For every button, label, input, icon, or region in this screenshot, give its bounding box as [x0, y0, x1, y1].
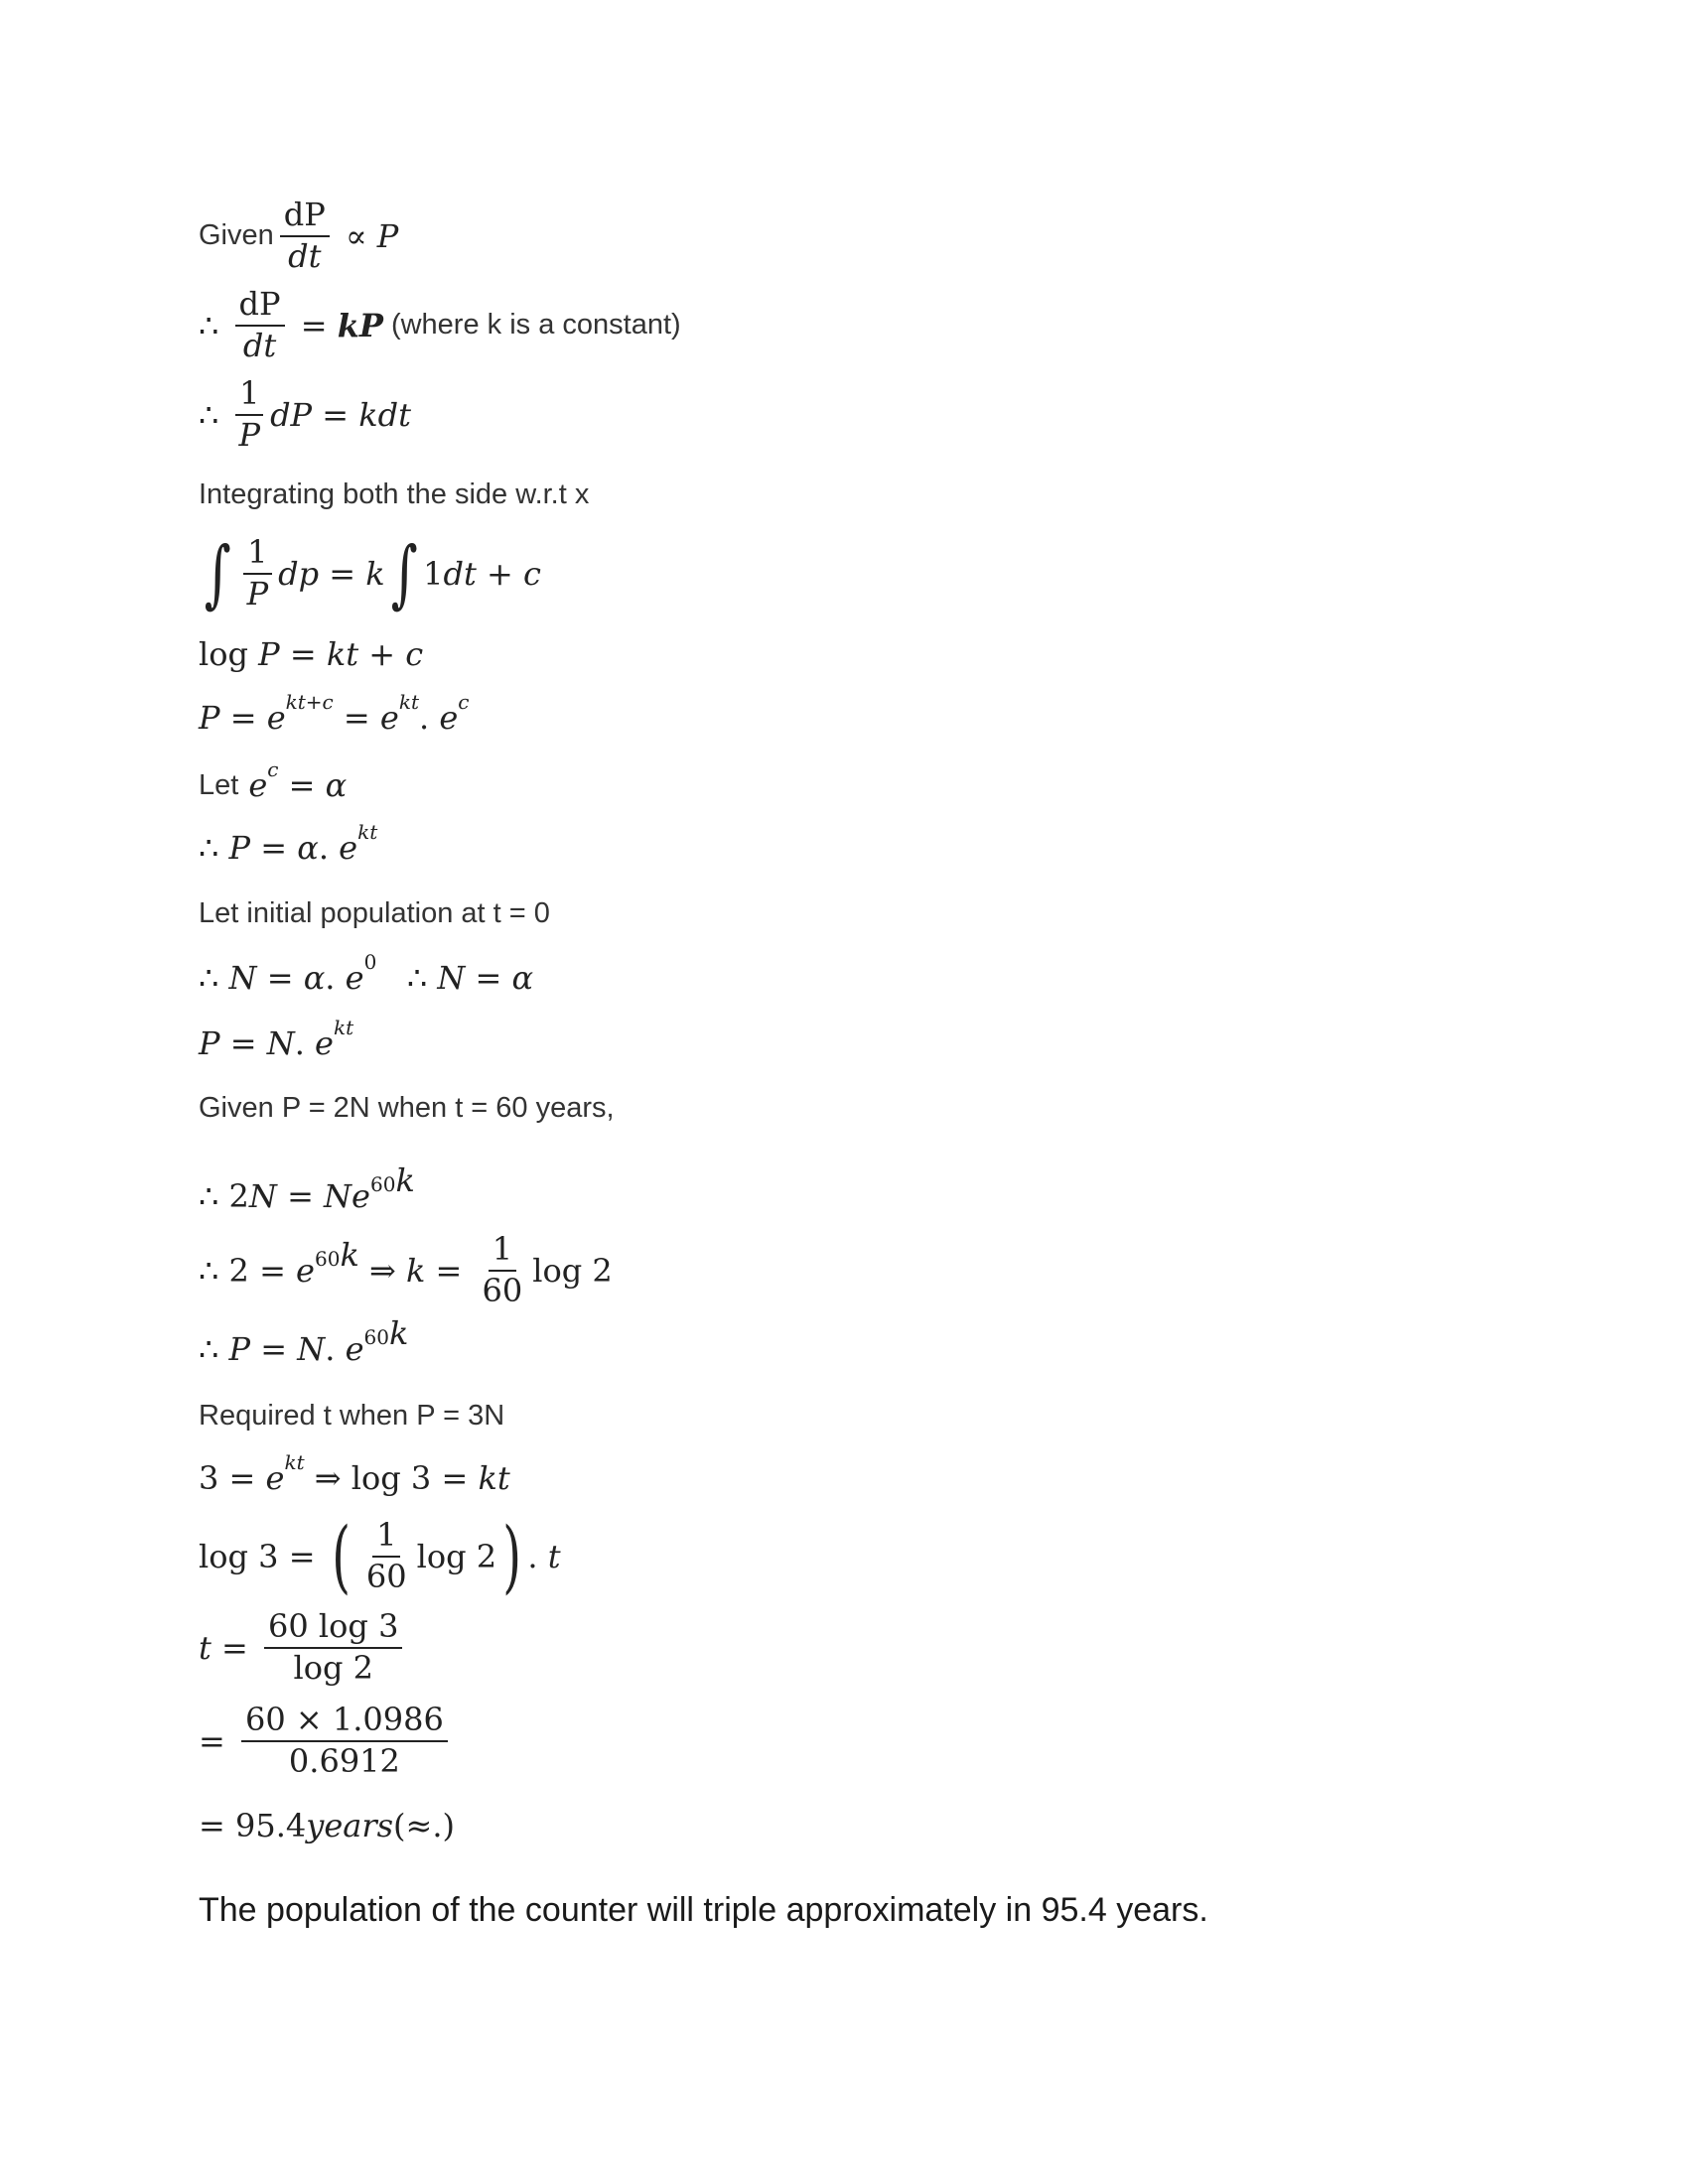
conclusion-text: The population of the counter will triple approximately in 95.4 years. [199, 1891, 1208, 1929]
eq-separate: ∴ $\frac{1}{P}$ dP = kdt [199, 374, 411, 454]
label-given: Given [199, 219, 274, 252]
eq-given-proportion: Given $\frac{dP}{dt}$ ∝ P [199, 196, 399, 275]
eq-exponential: P = e kt+c = e kt . e c [199, 690, 470, 737]
text-given-double: Given P = 2N when t = 60 years, [199, 1092, 615, 1124]
eq-integral: ∫ $\frac{1}{P}$ dp = k ∫ 1 dt + c [204, 530, 541, 616]
eq-t: t = $\frac{60 \log 3}{\log 2}$ [199, 1610, 408, 1685]
eq-2n: ∴ 2 N = Ne 60k [199, 1161, 415, 1215]
eq-kp: ∴ $\frac{dP}{dt}$ = kP (where k is a constant) [199, 285, 681, 364]
eq-k-value: ∴ 2 = e 60k ⇒ k = $\frac{1}{60}$ log 2 [199, 1230, 613, 1309]
integral-sign: ∫ [390, 530, 418, 616]
eq-p-n: P = N . e kt [199, 1016, 354, 1062]
eq-let-alpha: Let e c = α [199, 757, 348, 804]
integral-sign: ∫ [204, 530, 231, 616]
text-required: Required t when P = 3N [199, 1400, 505, 1432]
eq-log: log P = kt + c [199, 635, 424, 673]
eq-p-60k: ∴ P = N . e 60k [199, 1314, 409, 1368]
text-integrating: Integrating both the side w.r.t x [199, 478, 590, 510]
eq-log3: log 3 = ( $\frac{1}{60}$ log 2 ) . t [199, 1510, 561, 1602]
note-constant: (where k is a constant) [390, 309, 681, 341]
eq-result: = 95.4 years (≈.) [199, 1807, 455, 1844]
eq-three: 3 = e kt ⇒ log 3 = kt [199, 1450, 510, 1497]
eq-numeric: = $\frac{60 \times 1.0986}{0.6912}$ [199, 1704, 454, 1778]
eq-p-alpha: ∴ P = α . e kt [199, 820, 378, 867]
text-initial-population: Let initial population at t = 0 [199, 897, 550, 929]
eq-n-alpha: ∴ N = α . e 0 ∴ N = α [199, 950, 534, 997]
